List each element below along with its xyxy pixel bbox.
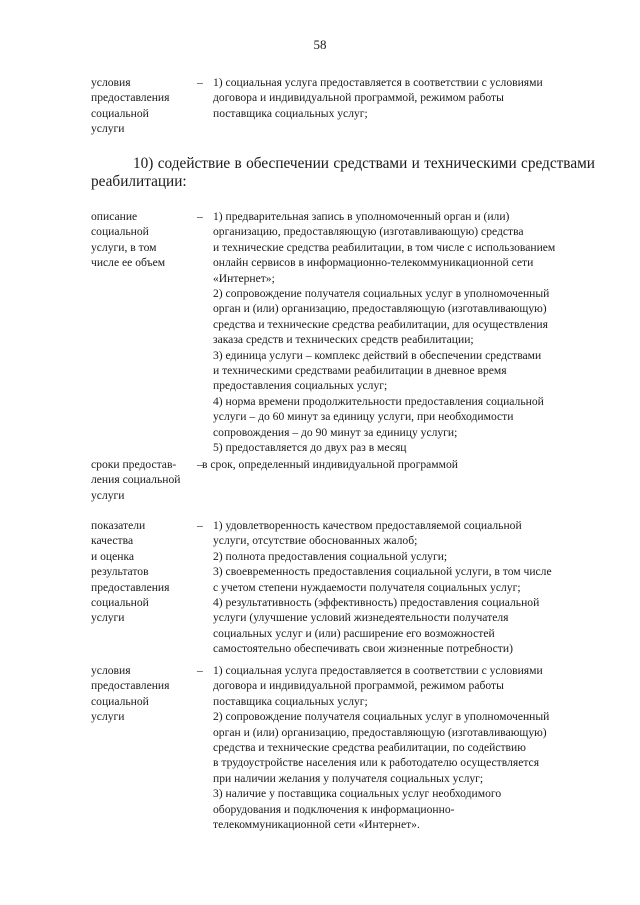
desc-line: средства и технические средства реабилитации, для осуществления bbox=[213, 317, 548, 331]
term-line: социальной bbox=[91, 596, 149, 610]
desc-line: в срок, определенный индивидуальной программой bbox=[202, 458, 458, 471]
desc-line: телекоммуникационной сети «Интернет». bbox=[213, 818, 420, 832]
row-dash: – bbox=[197, 76, 203, 89]
desc-line: заказа средств и технических средств реабилитации; bbox=[213, 333, 474, 347]
term-line: услуги bbox=[91, 488, 125, 502]
desc-line: 2) сопровождение получателя социальных услуг в уполномоченный bbox=[213, 287, 550, 301]
desc-line: 2) сопровождение получателя социальных услуг в уполномоченный bbox=[213, 710, 550, 724]
term-line: сроки предостав- bbox=[91, 458, 177, 471]
desc-line: и техническими средствами реабилитации в дневное время bbox=[213, 364, 507, 378]
desc-line: самостоятельно обеспечивать свои жизненные потребности) bbox=[213, 642, 513, 656]
row-term bbox=[91, 75, 191, 137]
desc-line: с учетом степени нуждаемости получателя социальных услуг; bbox=[213, 580, 521, 594]
desc-line: при наличии желания у получателя социальных услуг; bbox=[213, 771, 484, 785]
desc-line: 1) удовлетворенность качеством предоставляемой социальной bbox=[213, 519, 522, 532]
desc-line: услуги (улучшение условий жизнедеятельности получателя bbox=[213, 611, 509, 625]
page-number: 58 bbox=[313, 37, 327, 52]
term-line: предоставления bbox=[91, 679, 170, 693]
desc-line: договора и индивидуальной программой, режимом работы bbox=[213, 91, 504, 105]
term-line: результатов bbox=[91, 565, 149, 579]
desc-line: сопровождения – до 90 минут за единицу услуги; bbox=[213, 425, 458, 439]
desc-line: 4) результативность (эффективность) предоставления социальной bbox=[213, 596, 540, 610]
desc-line: поставщика социальных услуг; bbox=[213, 694, 368, 708]
desc-line: 3) наличие у поставщика социальных услуг необходимого bbox=[213, 787, 502, 801]
desc-line: услуги, отсутствие обоснованных жалоб; bbox=[213, 534, 418, 548]
heading-line: реабилитации: bbox=[91, 173, 187, 190]
term-line: условия bbox=[91, 664, 131, 677]
row-description bbox=[213, 518, 595, 657]
row-dash: – bbox=[197, 458, 203, 471]
desc-line: 3) единица услуги – комплекс действий в обеспечении средствами bbox=[213, 348, 542, 362]
desc-line: договора и индивидуальной программой, режимом работы bbox=[213, 679, 504, 693]
row-description bbox=[202, 457, 584, 472]
term-line: показатели bbox=[91, 519, 146, 532]
desc-line: орган и (или) организацию, предоставляющую (изготавливающую) bbox=[213, 725, 547, 739]
desc-line: 3) своевременность предоставления социальной услуги, в том числе bbox=[213, 565, 552, 579]
row-term bbox=[91, 663, 191, 725]
desc-line: 1) предварительная запись в уполномоченный орган и (или) bbox=[213, 210, 510, 223]
desc-line: 4) норма времени продолжительности предоставления социальной bbox=[213, 394, 544, 408]
term-line: услуги bbox=[91, 710, 125, 724]
term-line: числе ее объем bbox=[91, 256, 166, 270]
desc-line: предоставления социальных услуг; bbox=[213, 379, 388, 393]
row-term bbox=[91, 518, 191, 626]
desc-line: онлайн сервисов в информационно-телекоммуникационной сети bbox=[213, 256, 534, 270]
desc-line: орган и (или) организацию, предоставляющую (изготавливающую) bbox=[213, 302, 547, 316]
term-line: услуги bbox=[91, 611, 125, 625]
desc-line: услуги – до 60 минут за единицу услуги, при необходимости bbox=[213, 410, 514, 424]
term-line: описание bbox=[91, 210, 138, 223]
term-line: социальной bbox=[91, 694, 149, 708]
desc-line: поставщика социальных услуг; bbox=[213, 106, 368, 120]
desc-line: 5) предоставляется до двух раз в месяц bbox=[213, 441, 407, 455]
desc-line: 2) полнота предоставления социальной услуги; bbox=[213, 549, 448, 563]
section-heading bbox=[91, 155, 595, 191]
row-term bbox=[91, 457, 191, 503]
row-description bbox=[213, 209, 595, 456]
row-dash: – bbox=[197, 664, 203, 677]
term-line: социальной bbox=[91, 225, 149, 239]
term-line: ления социальной bbox=[91, 473, 181, 487]
row-dash: – bbox=[197, 210, 203, 223]
desc-line: «Интернет»; bbox=[213, 271, 275, 285]
term-line: услуги, в том bbox=[91, 240, 157, 254]
row-term bbox=[91, 209, 191, 271]
desc-line: 1) социальная услуга предоставляется в соответствии с условиями bbox=[213, 664, 543, 677]
row-dash: – bbox=[197, 519, 203, 532]
desc-line: оборудования и подключения к информационно- bbox=[213, 802, 455, 816]
term-line: услуги bbox=[91, 122, 125, 136]
desc-line: организацию, предоставляющую (изготавливающую) средства bbox=[213, 225, 524, 239]
term-line: предоставления bbox=[91, 91, 170, 105]
term-line: условия bbox=[91, 76, 131, 89]
row-description bbox=[213, 75, 595, 121]
heading-line: 10) содействие в обеспечении средствами и техническими средствами bbox=[133, 155, 595, 172]
desc-line: социальных услуг и (или) расширение его возможностей bbox=[213, 626, 495, 640]
desc-line: 1) социальная услуга предоставляется в соответствии с условиями bbox=[213, 76, 543, 89]
term-line: качества bbox=[91, 534, 134, 548]
desc-line: средства и технические средства реабилитации, по содействию bbox=[213, 741, 526, 755]
term-line: предоставления bbox=[91, 580, 170, 594]
desc-line: и технические средства реабилитации, в том числе с использованием bbox=[213, 240, 556, 254]
row-description bbox=[213, 663, 595, 832]
desc-line: в трудоустройстве населения или к работодателю осуществляется bbox=[213, 756, 540, 770]
term-line: социальной bbox=[91, 106, 149, 120]
term-line: и оценка bbox=[91, 549, 135, 563]
